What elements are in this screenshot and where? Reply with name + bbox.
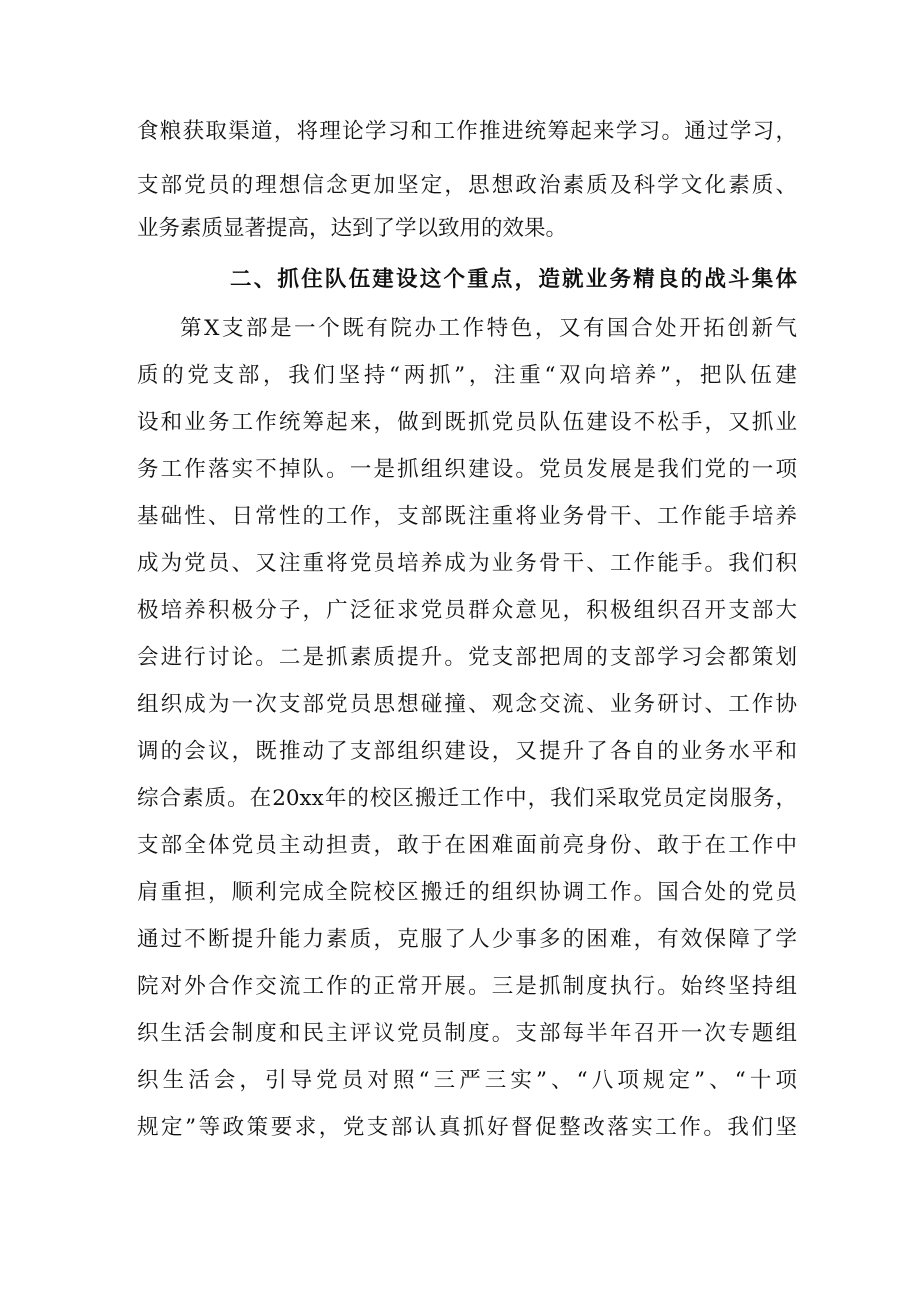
paragraph-line: 织生活会，引导党员对照“三严三实”、“八项规定”、“十项 bbox=[137, 1068, 797, 1093]
paragraph-line: 规定”等政策要求，党支部认真抓好督促整改落实工作。我们坚 bbox=[137, 1115, 797, 1140]
paragraph-line: 食粮获取渠道，将理论学习和工作推进统筹起来学习。通过学习， bbox=[137, 119, 797, 144]
paragraph-line: 会进行讨论。二是抓素质提升。党支部把周的支部学习会都策划 bbox=[137, 645, 797, 670]
paragraph-line: 第X支部是一个既有院办工作特色，又有国合处开拓创新气 bbox=[180, 316, 797, 341]
section-heading: 二、抓住队伍建设这个重点，造就业务精良的战斗集体 bbox=[230, 267, 797, 292]
paragraph-line: 院对外合作交流工作的正常开展。三是抓制度执行。始终坚持组 bbox=[137, 974, 797, 999]
paragraph-line: 设和业务工作统筹起来，做到既抓党员队伍建设不松手，又抓业 bbox=[137, 410, 797, 435]
paragraph-line: 综合素质。在20xx年的校区搬迁工作中，我们采取党员定岗服务， bbox=[137, 786, 797, 811]
paragraph-line: 支部全体党员主动担责，敢于在困难面前亮身份、敢于在工作中 bbox=[137, 833, 797, 858]
paragraph-line: 基础性、日常性的工作，支部既注重将业务骨干、工作能手培养 bbox=[137, 504, 797, 529]
paragraph-line: 肩重担，顺利完成全院校区搬迁的组织协调工作。国合处的党员 bbox=[137, 880, 797, 905]
paragraph-line: 组织成为一次支部党员思想碰撞、观念交流、业务研讨、工作协 bbox=[137, 692, 797, 717]
paragraph-line: 调的会议，既推动了支部组织建设，又提升了各自的业务水平和 bbox=[137, 739, 797, 764]
paragraph-line: 业务素质显著提高，达到了学以致用的效果。 bbox=[137, 216, 568, 241]
paragraph-line: 织生活会制度和民主评议党员制度。支部每半年召开一次专题组 bbox=[137, 1021, 797, 1046]
paragraph-line: 质的党支部，我们坚持“两抓”，注重“双向培养”，把队伍建 bbox=[137, 363, 797, 388]
paragraph-line: 成为党员、又注重将党员培养成为业务骨干、工作能手。我们积 bbox=[137, 551, 797, 576]
paragraph-line: 极培养积极分子，广泛征求党员群众意见，积极组织召开支部大 bbox=[137, 598, 797, 623]
paragraph-line: 务工作落实不掉队。一是抓组织建设。党员发展是我们党的一项 bbox=[137, 457, 797, 482]
paragraph-line: 通过不断提升能力素质，克服了人少事多的困难，有效保障了学 bbox=[137, 927, 797, 952]
paragraph-line: 支部党员的理想信念更加坚定，思想政治素质及科学文化素质、 bbox=[137, 173, 797, 198]
